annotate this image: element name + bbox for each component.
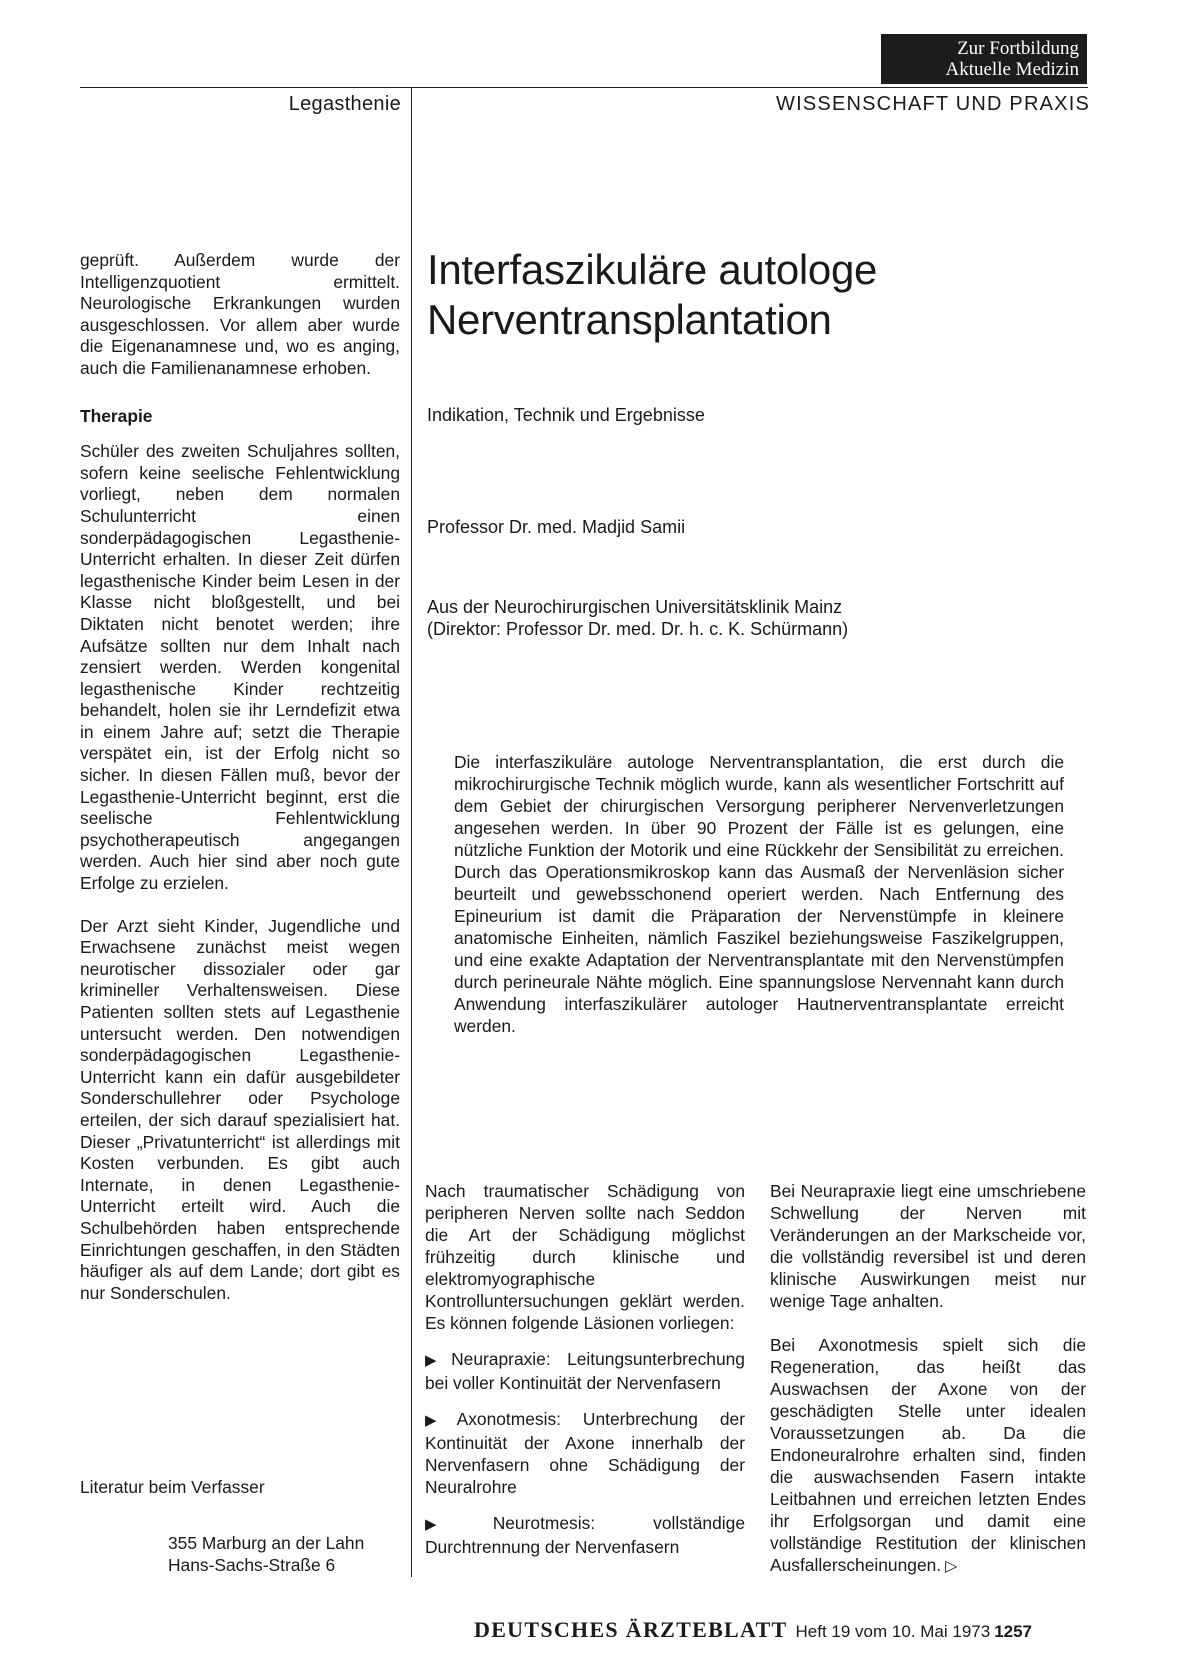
lesion-item-neurotmesis: [425, 1512, 745, 1558]
article-subtitle: Indikation, Technik und Ergebnisse: [427, 405, 705, 425]
running-head-right: WISSENSCHAFT UND PRAXIS: [776, 93, 1090, 115]
affiliation-line-2: (Direktor: Professor Dr. med. Dr. h. c. K. Schürmann): [427, 619, 849, 639]
page-number: 1257: [994, 1622, 1033, 1641]
article-title-line2: Nerventransplantation: [427, 296, 832, 343]
section-badge-line1: Zur Fortbildung: [957, 38, 1079, 59]
body-column-1: [425, 1180, 745, 1558]
lesion-text-axonotmesis: Axonotmesis: Unterbrechung der Kontinuität der Axone innerhalb der Nervenfasern ohne Schädigung der Neuralrohre: [425, 1409, 745, 1497]
header-rule-right: [411, 87, 1088, 88]
axonotmesis-text: Bei Axonotmesis spielt sich die Regeneration, das heißt das Auswachsen der Axone von der geschädigten Stelle unter idealen Voraussetzungen ab. Da die Endoneuralrohre erhalten sind, finden die auswachsenden Fasern intakte Leitbahnen und erreichen letzten Endes ihr Erfolgsorgan und damit eine vollständige Restitution der klinischen Ausfallerscheinungen.: [770, 1335, 1086, 1575]
article-abstract: Die interfaszikuläre autologe Nerventransplantation, die erst durch die mikrochirurgische Technik möglich wurde, kann als wesentlicher Fortschritt auf dem Gebiet der chirurgischen Versorgung peripherer Nervenverletzungen angesehen werden. In über 90 Prozent der Fälle ist es gelungen, eine nützliche Funktion der Motorik und eine Rückkehr der Sensibilität zu erreichen. Durch das Operationsmikroskop kann das Ausmaß der Nervenläsion sicher beurteilt und gewebsschonend operiert werden. Nach Entfernung des Epineurium ist damit die Präparation der Nervenstümpfe in kleinere anatomische Einheiten, nämlich Faszikel beziehungsweise Faszikelgruppen, und eine exakte Adaptation der Nerventransplantate mit den Nervenstümpfen durch perineurale Nähte möglich. Eine spannungslose Nervennaht kann durch Anwendung interfaszikulärer autologer Hautnerventransplantate erreicht werden.: [454, 752, 1064, 1036]
address-line-1: 355 Marburg an der Lahn: [168, 1533, 365, 1553]
bullet-triangle-icon: ▶: [425, 1516, 490, 1533]
author-address: [168, 1532, 364, 1576]
page-footer: [474, 1617, 1088, 1643]
section-heading-therapie: Therapie: [80, 405, 153, 426]
bullet-triangle-icon: ▶: [425, 1412, 454, 1429]
literature-note: Literatur beim Verfasser: [80, 1477, 265, 1497]
address-line-2: Hans-Sachs-Straße 6: [168, 1555, 336, 1575]
axonotmesis-paragraph: [770, 1334, 1086, 1578]
lesion-item-axonotmesis: [425, 1408, 745, 1498]
article-title-line1: Interfaszikuläre autologe: [427, 246, 878, 293]
therapy-paragraph-2: Der Arzt sieht Kinder, Jugendliche und Erwachsene zunächst meist wegen neurotischer dissozialer oder gar krimineller Verhaltensweisen. Diese Patienten sollten stets auf Legasthenie untersucht werden. Den notwendigen sonderpädagogischen Legasthenie-Unterricht kann ein dafür ausgebildeter Sonderschullehrer oder Psychologe erteilen, der sich darauf spezialisiert hat. Dieser „Privatunterricht“ ist allerdings mit Kosten verbunden. Es gibt auch Internate, in denen Legasthenie-Unterricht erteilt wird. Auch die Schulbehörden haben entsprechende Einrichtungen geschaffen, in den Städten häufiger als auf dem Lande; dort gibt es nur Sonderschulen.: [80, 915, 400, 1303]
continuation-paragraph: geprüft. Außerdem wurde der Intelligenzquotient ermittelt. Neurologische Erkrankungen wurden ausgeschlossen. Vor allem aber wurde die Eigenanamnese und, wo es anging, auch die Familienanamnese erhoben.: [80, 250, 400, 378]
running-head-left: Legasthenie: [288, 93, 401, 115]
lesion-text-neurapraxie: Neurapraxie: Leitungsunterbrechung bei voller Kontinuität der Nervenfasern: [425, 1349, 745, 1393]
affiliation-line-1: Aus der Neurochirurgischen Universitätsklinik Mainz: [427, 597, 843, 617]
lesion-text-neurotmesis: Neurotmesis: vollständige Durchtrennung der Nervenfasern: [425, 1513, 745, 1557]
neurapraxie-paragraph: Bei Neurapraxie liegt eine umschriebene Schwellung der Nerven mit Veränderungen an der Markscheide vor, die vollständig reversibel ist und deren klinische Auswirkungen meist nur wenige Tage anhalten.: [770, 1181, 1086, 1311]
section-badge: [881, 34, 1087, 84]
author-affiliation: [427, 596, 987, 640]
section-badge-line2: Aktuelle Medizin: [945, 59, 1079, 80]
lesion-item-neurapraxie: [425, 1348, 745, 1394]
column-divider: [411, 87, 412, 1577]
journal-name: DEUTSCHES ÄRZTEBLATT: [474, 1617, 788, 1642]
issue-info: Heft 19 vom 10. Mai 1973: [795, 1622, 991, 1641]
article-author: Professor Dr. med. Madjid Samii: [427, 517, 686, 537]
article-title: [427, 245, 1077, 345]
body-column-2: [770, 1180, 1086, 1578]
continue-arrow-icon: ▷: [945, 1558, 958, 1575]
therapy-paragraph-1: Schüler des zweiten Schuljahres sollten, sofern keine seelische Fehlentwicklung vorliegt, neben dem normalen Schulunterricht einen sonderpädagogischen Legasthenie-Unterricht erhalten. In dieser Zeit dürfen legasthenische Kinder beim Lesen in der Klasse nicht bloßgestellt, und bei Diktaten nicht benotet werden; ihre Aufsätze sollten nur dem Inhalt nach zensiert werden. Werden kongenital legasthenische Kinder rechtzeitig behandelt, holen sie ihr Lerndefizit etwa in einem Jahre auf; setzt die Therapie verspätet ein, ist der Erfolg nicht so sicher. In diesen Fällen muß, bevor der Legasthenie-Unterricht beginnt, erst die seelische Fehlentwicklung psychotherapeutisch angegangen werden. Auch hier sind aber noch gute Erfolge zu erzielen.: [80, 441, 400, 894]
body-intro-paragraph: Nach traumatischer Schädigung von peripheren Nerven sollte nach Seddon die Art der Schädigung möglichst frühzeitig durch klinische und elektromyographische Kontrolluntersuchungen geklärt werden. Es können folgende Läsionen vorliegen:: [425, 1181, 745, 1333]
header-rule-left: [80, 87, 411, 88]
bullet-triangle-icon: ▶: [425, 1352, 449, 1369]
left-column: [80, 250, 400, 1304]
